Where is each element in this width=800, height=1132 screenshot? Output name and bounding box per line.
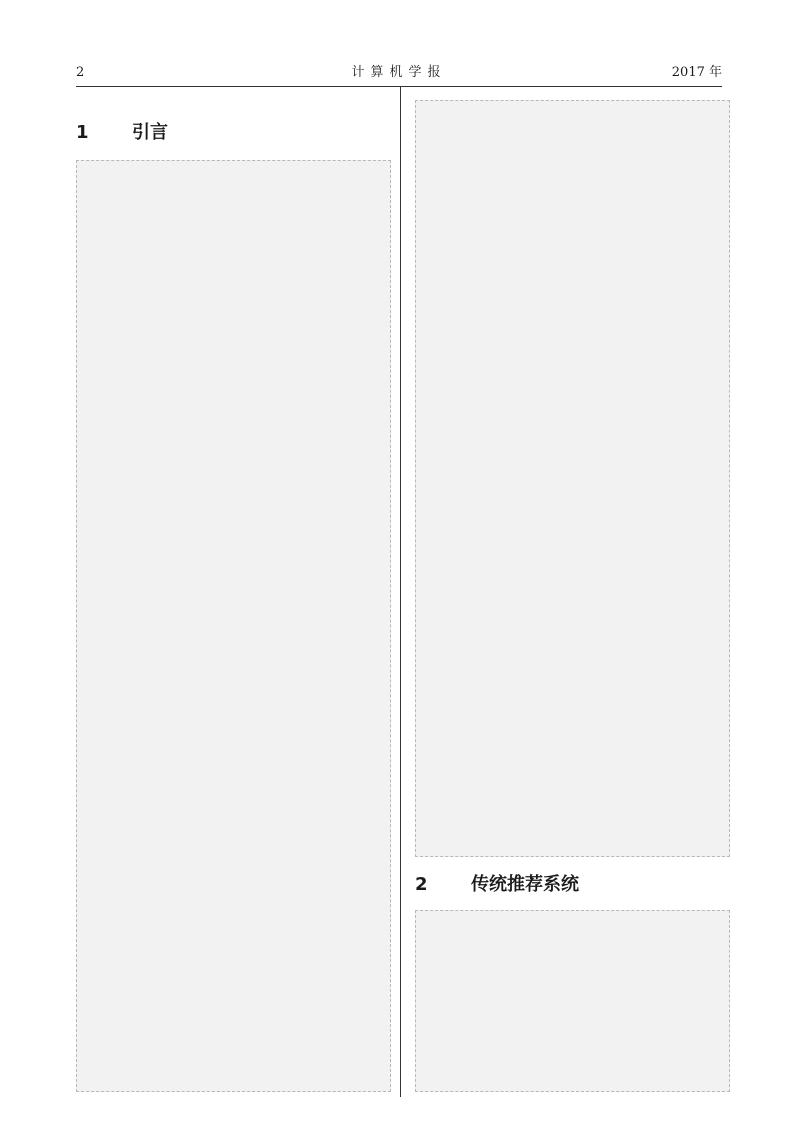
- section-number: 1: [76, 122, 89, 143]
- right-column-body-placeholder: [415, 100, 730, 857]
- section-number: 2: [415, 874, 428, 895]
- publication-year: 2017 年: [671, 65, 722, 80]
- section-title-text: 引言: [132, 122, 168, 143]
- journal-name: 计算机学报: [351, 65, 447, 80]
- right-column-body-placeholder-lower: [415, 910, 730, 1092]
- section-heading-2: [415, 870, 579, 900]
- header-rule: [76, 86, 722, 87]
- column-divider: [400, 87, 401, 1097]
- running-head: [76, 62, 722, 84]
- section-title-text: 传统推荐系统: [471, 874, 579, 895]
- section-heading-1: [76, 118, 168, 148]
- left-column-body-placeholder: [76, 160, 391, 1092]
- page-number: 2: [76, 65, 85, 80]
